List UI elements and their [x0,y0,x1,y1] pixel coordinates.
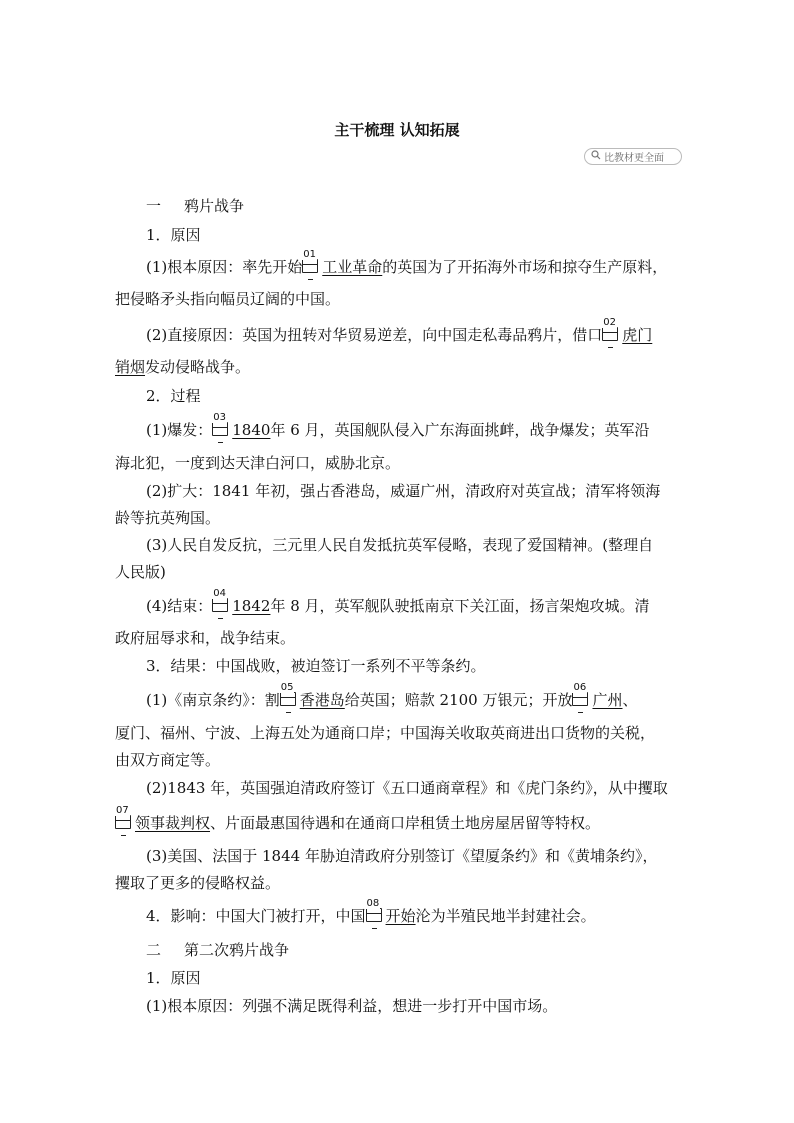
section-number: 一 [146,197,162,215]
paragraph-impact: 4．影响：中国大门被打开，中国 08 开始沦为半殖民地半封建社会。 [146,906,596,926]
paragraph-end: (4)结束： 04 1842年 8 月，英军舰队驶抵南京下关江面，扬言架炮攻城。清 [146,596,650,616]
paragraph-direct-cause: (2)直接原因：英国为扭转对华贸易逆差，向中国走私毒品鸦片，借口 02 虎门 [146,325,652,345]
subheading-cause-2: 1．原因 [146,969,201,987]
paragraph-nanjing-treaty: (1)《南京条约》：割 05 香港岛给英国；赔款 2100 万银元；开放 06 广州、 [146,690,638,710]
key-term: 1842 [232,597,271,615]
paragraph-line: 把侵略矛头指向幅员辽阔的中国。 [115,290,341,308]
note-marker-icon[interactable]: 01 [302,257,320,275]
key-term: 销烟 [115,358,146,376]
paragraph-expansion: (2)扩大：1841 年初，强占香港岛，威逼广州，清政府对英宣战；清军将领海 [146,482,661,500]
search-badge-label: 比教材更全面 [604,153,664,164]
key-term: 工业革命 [322,258,383,276]
note-marker-icon[interactable]: 04 [212,596,230,614]
key-term: 虎门 [622,326,653,344]
paragraph-line: 攫取了更多的侵略权益。 [115,874,281,892]
page-title: 主干梳理 认知拓展 [334,121,460,139]
note-marker-icon[interactable]: 08 [366,906,384,924]
paragraph-line: 07 领事裁判权、片面最惠国待遇和在通商口岸租赁土地房屋居留等特权。 [115,813,600,833]
section-title: 鸦片战争 [184,197,245,215]
paragraph-1844: (3)美国、法国于 1844 年胁迫清政府分别签订《望厦条约》和《黄埔条约》， [146,847,658,865]
note-marker-icon[interactable]: 06 [572,690,590,708]
key-term: 领事裁判权 [135,814,211,832]
key-term: 开始 [385,907,416,925]
paragraph-root-cause-2: (1)根本原因：列强不满足既得利益，想进一步打开中国市场。 [146,997,558,1015]
search-badge[interactable] [584,148,682,165]
paragraph-line: 龄等抗英殉国。 [115,509,221,527]
search-icon [591,150,601,163]
note-marker-icon[interactable]: 07 [115,813,133,831]
key-term: 广州 [592,691,623,709]
note-marker-icon[interactable]: 03 [212,420,230,438]
paragraph-line: 销烟发动侵略战争。 [115,358,251,376]
subheading-cause: 1．原因 [146,226,201,244]
note-marker-icon[interactable]: 05 [280,690,298,708]
paragraph-outbreak: (1)爆发： 03 1840年 6 月，英国舰队侵入广东海面挑衅，战争爆发；英军沿 [146,420,650,440]
paragraph-line: 政府屈辱求和，战争结束。 [115,629,296,647]
paragraph-result: 3．结果：中国战败，被迫签订一系列不平等条约。 [146,657,486,675]
paragraph-line: 海北犯，一度到达天津白河口，威胁北京。 [115,454,401,472]
paragraph-line: 人民版) [115,563,166,581]
subheading-process: 2．过程 [146,387,201,405]
paragraph-line: 厦门、福州、宁波、上海五处为通商口岸；中国海关收取英商进出口货物的关税， [115,724,656,742]
paragraph-resistance: (3)人民自发反抗，三元里人民自发抵抗英军侵略，表现了爱国精神。(整理自 [146,536,654,554]
section-number: 二 [146,941,162,959]
paragraph-1843: (2)1843 年，英国强迫清政府签订《五口通商章程》和《虎门条约》，从中攫取 [146,779,668,797]
paragraph-line: 由双方商定等。 [115,751,221,769]
section-heading-2 [146,940,289,960]
section-heading-1 [146,196,244,216]
section-title: 第二次鸦片战争 [184,941,290,959]
paragraph-root-cause: (1)根本原因：率先开始 01 工业革命的英国为了开拓海外市场和掠夺生产原料， [146,257,667,277]
note-marker-icon[interactable]: 02 [602,325,620,343]
key-term: 香港岛 [299,691,345,709]
key-term: 1840 [232,421,271,439]
